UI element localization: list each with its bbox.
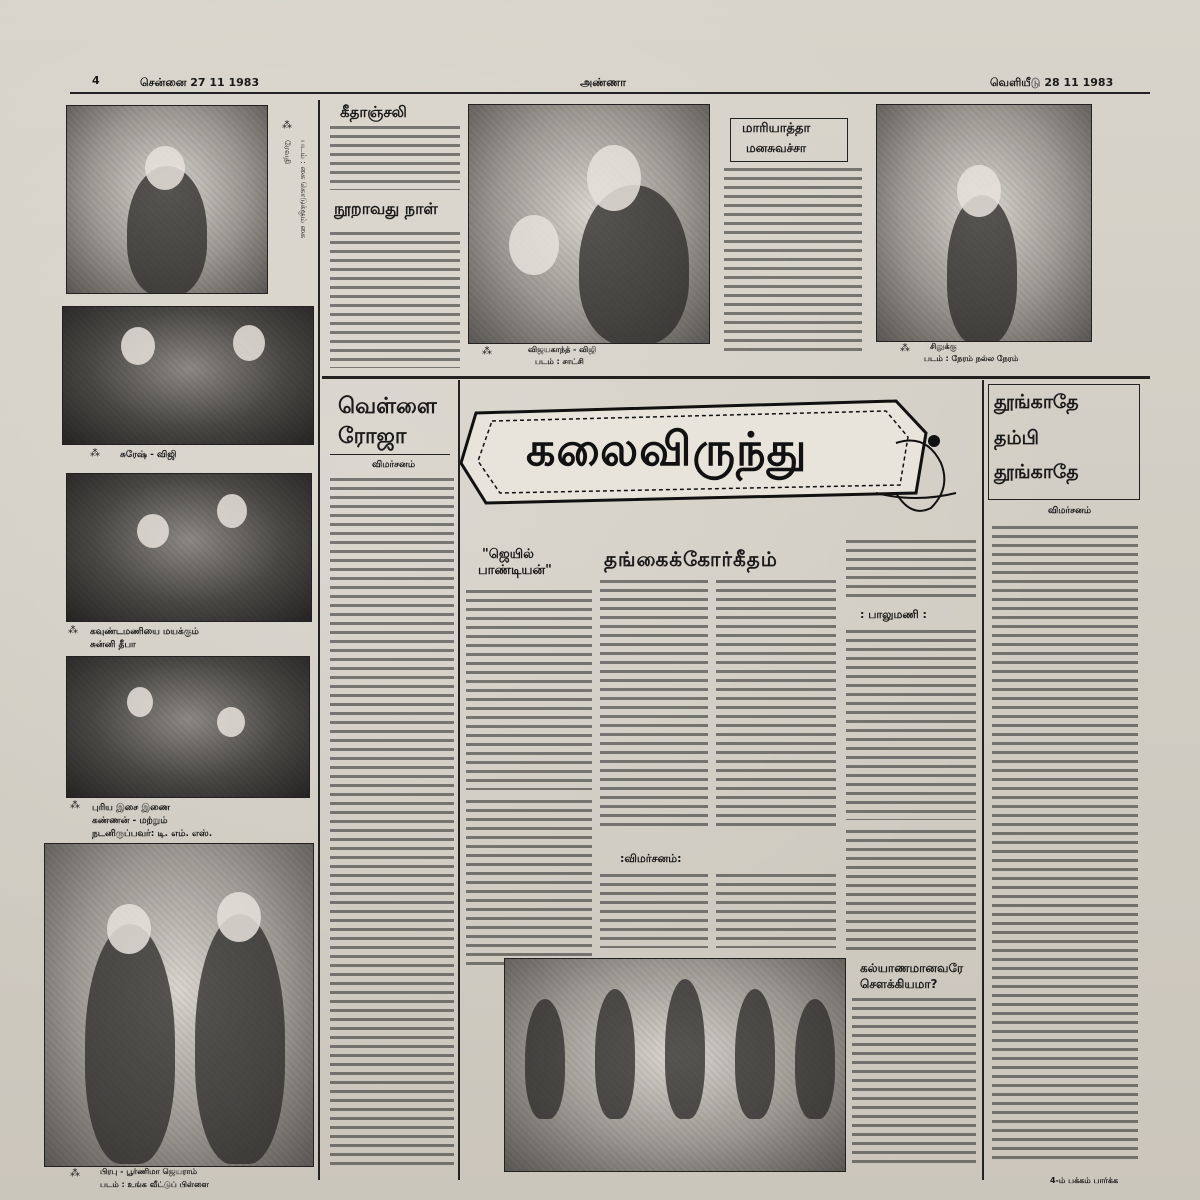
photo-prabhu-poornima [44,843,314,1167]
photo5-caption-1: பிரபு - பூர்ணிமா ஜெயராம் [100,1167,198,1176]
vellai-roja-text [330,478,454,1168]
photo4-caption-3: நடனிருப்பவர்: டி. எம். எஸ். [92,829,213,839]
vellai-roja-rule [330,454,450,455]
thangai-text-col1 [600,580,708,830]
photo-dance-troupe [504,958,846,1172]
photo4-caption-1: புரிய இசை இணை [92,803,171,813]
naaravathu-heading: நூறாவது நாள் [334,199,438,218]
right-photo-credit: படம் : நேரம் நல்ல நேரம் [924,354,1019,363]
photo-music-recording [66,656,310,798]
section-rule-top [322,376,1150,379]
photo-suresh-viji [62,306,314,445]
column-rule-left [318,100,320,1180]
thoongathe-sub: விமர்சனம் [1048,506,1092,516]
thoongathe-heading-3: தூங்காதே [994,461,1079,483]
star-mark-7: ⁂ [900,343,910,354]
thangai-heading: தங்கைக்கோர்கீதம் [604,547,778,571]
geethanjali-text [330,126,460,190]
kalyanam-heading-1: கல்யாணமானவரே [860,961,964,975]
thangai-text-col2 [716,580,836,830]
date-left: சென்னை 27 11 1983 [140,76,260,89]
photo-vijayakanth-viji [468,104,710,344]
vellai-roja-heading-1: வெள்ளை [338,394,437,419]
photo2-caption: சுரேஷ் - விஜி [120,450,177,460]
mariyathai-text [724,168,862,356]
photo3-caption-2: சுன்னி தீபா [90,640,136,650]
mariyathai-heading-2: மனசுவச்சா [746,141,807,155]
mariyathai-heading-1: மாரியாத்தா [742,121,811,136]
photo4-caption-2: கண்ணன் - மற்றும் [92,816,168,826]
star-mark-6: ⁂ [482,346,492,357]
kalyanam-heading-2: சௌக்கியமா? [860,977,938,991]
banner-title: கலைவிருந்து [526,422,808,476]
geethanjali-heading: கீதாஞ்சலி [340,103,407,121]
thoongathe-text [992,526,1138,1162]
star-mark-3: ⁂ [68,625,78,636]
center-photo-caption: விஜயகாந்த் - விஜி [528,345,597,354]
thangai-text-col2b [716,874,836,948]
star-mark-1: ⁂ [282,120,292,131]
thoongathe-heading-2: தம்பி [994,427,1039,449]
photo-revathi [66,105,268,294]
mid-text-col3c [846,830,976,950]
jail-text-b [466,800,592,970]
balumani-label: : பாலுமணி : [860,608,927,621]
photo5-caption-2: படம் : உங்க வீட்டுப் பிள்ளை [100,1180,209,1189]
star-mark-4: ⁂ [70,800,80,811]
kalaivirundhu-banner [456,393,976,523]
continued-label: 4-ம் பக்கம் பார்க்க [1050,1176,1119,1185]
date-right: வெளியீடு 28 11 1983 [990,76,1114,89]
page-number: 4 [92,74,100,87]
vimarsanam-label: :விமர்சனம்: [620,852,682,865]
mid-text-col3 [846,540,976,600]
star-mark-2: ⁂ [90,448,100,459]
right-photo-caption: சிலுக்கு [930,342,957,351]
mid-text-col3b [846,630,976,820]
thangai-text-col1b [600,874,708,948]
naaravathu-text [330,232,460,368]
column-rule-mid1 [458,380,460,1180]
photo1-credit: படம் : கை கொடுக்கும் கை [299,140,308,239]
thoongathe-heading-1: தூங்காதே [994,391,1079,413]
vellai-roja-sub: விமர்சனம் [372,460,416,470]
photo1-caption: ரேவதி [283,140,292,165]
photo-silk [876,104,1092,342]
center-photo-credit: படம் : சாட்சி [535,357,584,366]
masthead-title: அண்ணா [580,76,626,89]
jail-text-a [466,590,592,790]
vellai-roja-heading-2: ரோஜா [338,424,407,449]
jail-heading-2: பாண்டியன்" [478,563,552,578]
masthead-rule [70,92,1150,94]
star-mark-5: ⁂ [70,1168,80,1179]
column-rule-right [982,380,984,1180]
jail-heading-1: "ஜெயில் [482,547,534,562]
photo-goundamani-deepa [66,473,312,622]
photo3-caption-1: கவுண்டமணியை மயக்கும் [90,627,199,637]
kalyanam-text [852,998,976,1168]
